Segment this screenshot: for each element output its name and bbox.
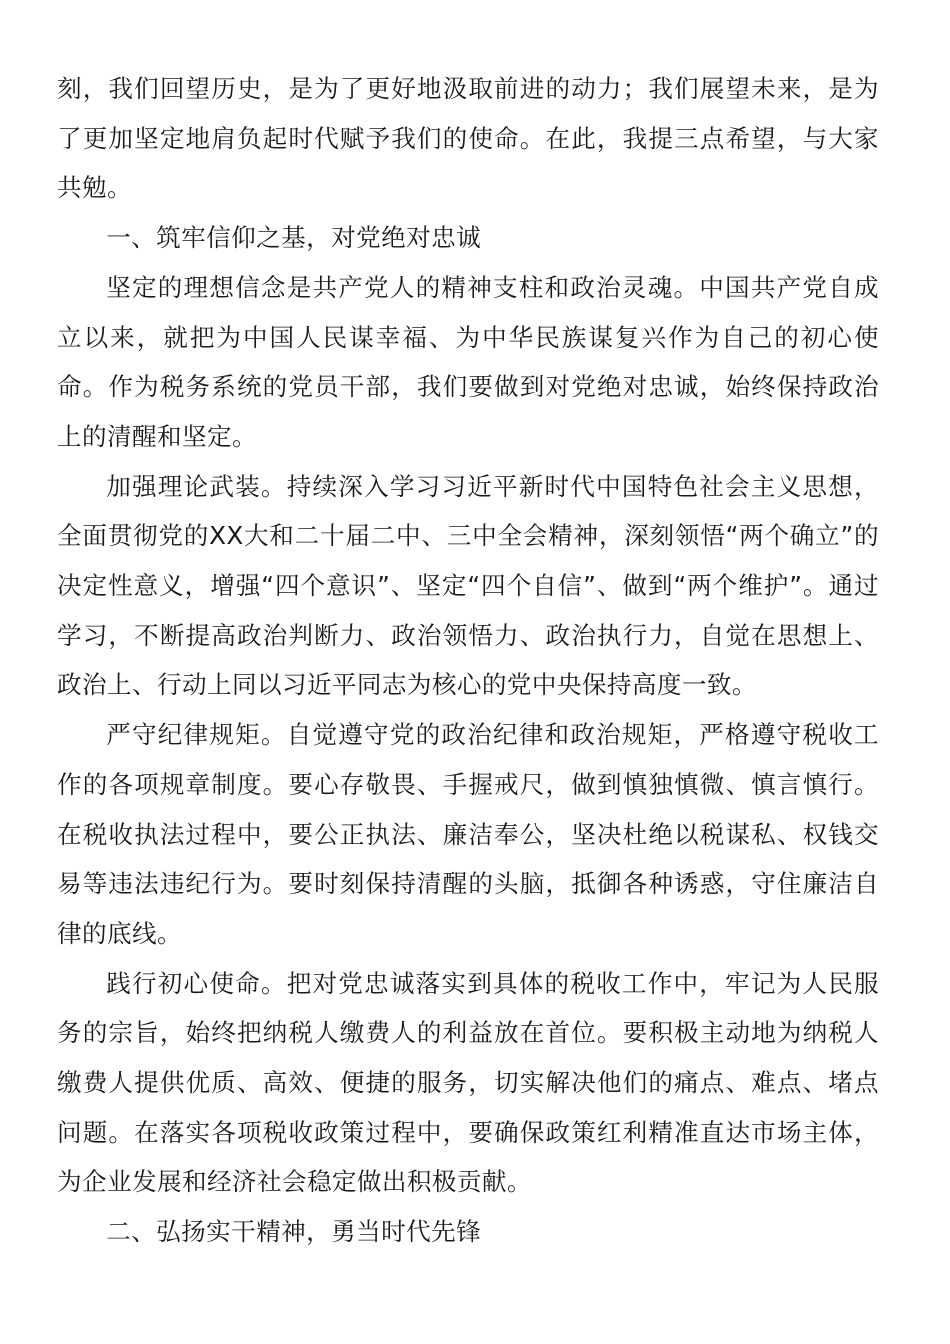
paragraph-discipline: 严守纪律规矩。自觉遵守党的政治纪律和政治规矩，严格遵守税收工作的各项规章制度。要心存敬畏、手握戒尺，做到慎独慎微、慎言慎行。在税收执法过程中，要公正执法、廉洁奉公，坚决杜绝以税谋私、权钱交易等违法违纪行为。要时刻保持清醒的头脑，抵御各种诱惑，守住廉洁自律的底线。 <box>57 720 879 948</box>
section-heading-1: 一、筑牢信仰之基，对党绝对忠诚 <box>106 223 482 253</box>
paragraph-mission: 践行初心使命。把对党忠诚落实到具体的税收工作中，牢记为人民服务的宗旨，始终把纳税人缴费人的利益放在首位。要积极主动地为纳税人缴费人提供优质、高效、便捷的服务，切实解决他们的痛点、难点、堵点问题。在落实各项税收政策过程中，要确保政策红利精准直达市场主体，为企业发展和经济社会稳定做出积极贡献。 <box>57 968 879 1197</box>
paragraph-continuation: 刻，我们回望历史，是为了更好地汲取前进的动力；我们展望未来，是为了更加坚定地肩负起时代赋予我们的使命。在此，我提三点希望，与大家共勉。 <box>57 74 879 203</box>
document-page <box>57 64 879 1257</box>
paragraph-theory: 加强理论武装。持续深入学习习近平新时代中国特色社会主义思想，全面贯彻党的XX大和二十届二中、三中全会精神，深刻领悟“两个确立”的决定性意义，增强“四个意识”、坚定“四个自信”、做到“两个维护”。通过学习，不断提高政治判断力、政治领悟力、政治执行力，自觉在思想上、政治上、行动上同以习近平同志为核心的党中央保持高度一致。 <box>57 471 879 700</box>
paragraph-ideals: 坚定的理想信念是共产党人的精神支柱和政治灵魂。中国共产党自成立以来，就把为中国人民谋幸福、为中华民族谋复兴作为自己的初心使命。作为税务系统的党员干部，我们要做到对党绝对忠诚，始终保持政治上的清醒和坚定。 <box>57 272 879 451</box>
section-heading-2: 二、弘扬实干精神，勇当时代先锋 <box>106 1217 482 1247</box>
